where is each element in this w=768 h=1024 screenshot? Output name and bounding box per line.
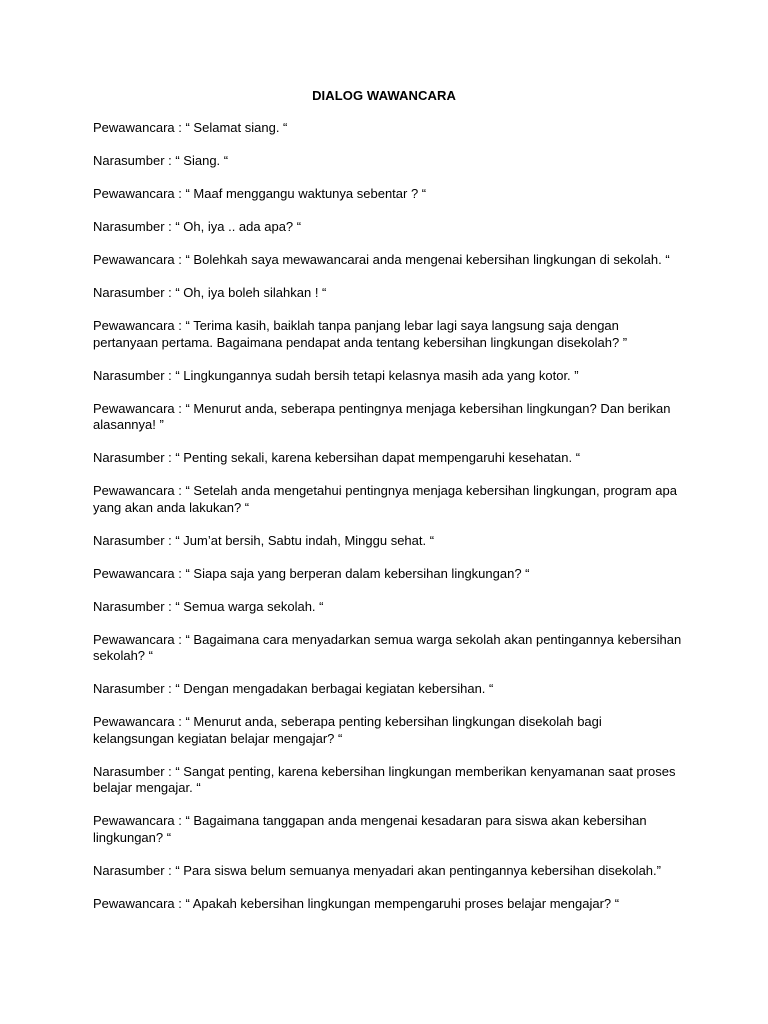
- dialog-line: Pewawancara : “ Menurut anda, seberapa pentingnya menjaga kebersihan lingkungan? Dan berikan alasannya! ”: [93, 400, 671, 432]
- dialog-line: Pewawancara : “ Menurut anda, seberapa penting kebersihan lingkungan disekolah bagi kelangsungan kegiatan belajar mengajar? “: [93, 714, 602, 746]
- dialog-line: Pewawancara : “ Bagaimana tanggapan anda mengenai kesadaran para siswa akan kebersihan lingkungan? “: [93, 813, 647, 845]
- dialog-line: Pewawancara : “ Apakah kebersihan lingkungan mempengaruhi proses belajar mengajar? “: [93, 895, 620, 911]
- dialog-line: Narasumber : “ Siang. “: [93, 153, 229, 168]
- dialog-line: Narasumber : “ Oh, iya boleh silahkan ! “: [93, 285, 327, 300]
- dialog-line: Pewawancara : “ Setelah anda mengetahui pentingnya menjaga kebersihan lingkungan, program apa yang akan anda lakukan? “: [93, 483, 677, 515]
- dialog-line: Pewawancara : “ Maaf menggangu waktunya sebentar ? “: [93, 186, 427, 201]
- dialog-line: Pewawancara : “ Terima kasih, baiklah tanpa panjang lebar lagi saya langsung saja dengan pertanyaan pertama. Bagaimana pendapat anda tentang kebersihan lingkungan disekolah? ”: [93, 318, 628, 350]
- dialog-line: Narasumber : “ Penting sekali, karena kebersihan dapat mempengaruhi kesehatan. “: [93, 450, 581, 465]
- dialog-line: Narasumber : “ Jum’at bersih, Sabtu indah, Minggu sehat. “: [93, 532, 435, 548]
- dialog-line: Pewawancara : “ Selamat siang. “: [93, 120, 288, 135]
- dialog-line: Narasumber : “ Dengan mengadakan berbagai kegiatan kebersihan. “: [93, 681, 494, 696]
- dialog-line: Pewawancara : “ Siapa saja yang berperan dalam kebersihan lingkungan? “: [93, 565, 530, 581]
- dialog-line: Narasumber : “ Oh, iya .. ada apa? “: [93, 219, 302, 234]
- dialog-line: Narasumber : “ Sangat penting, karena kebersihan lingkungan memberikan kenyamanan saat proses belajar mengajar. “: [93, 763, 676, 795]
- dialog-body: [93, 120, 683, 929]
- dialog-line: Narasumber : “ Para siswa belum semuanya menyadari akan pentingannya kebersihan disekolah.”: [93, 862, 661, 878]
- document-title: DIALOG WAWANCARA: [312, 88, 456, 103]
- dialog-line: Pewawancara : “ Bagaimana cara menyadarkan semua warga sekolah akan pentingannya kebersihan sekolah? “: [93, 631, 682, 663]
- dialog-line: Narasumber : “ Lingkungannya sudah bersih tetapi kelasnya masih ada yang kotor. ”: [93, 367, 579, 383]
- dialog-line: Narasumber : “ Semua warga sekolah. “: [93, 598, 324, 614]
- dialog-line: Pewawancara : “ Bolehkah saya mewawancarai anda mengenai kebersihan lingkungan di sekolah. “: [93, 252, 670, 267]
